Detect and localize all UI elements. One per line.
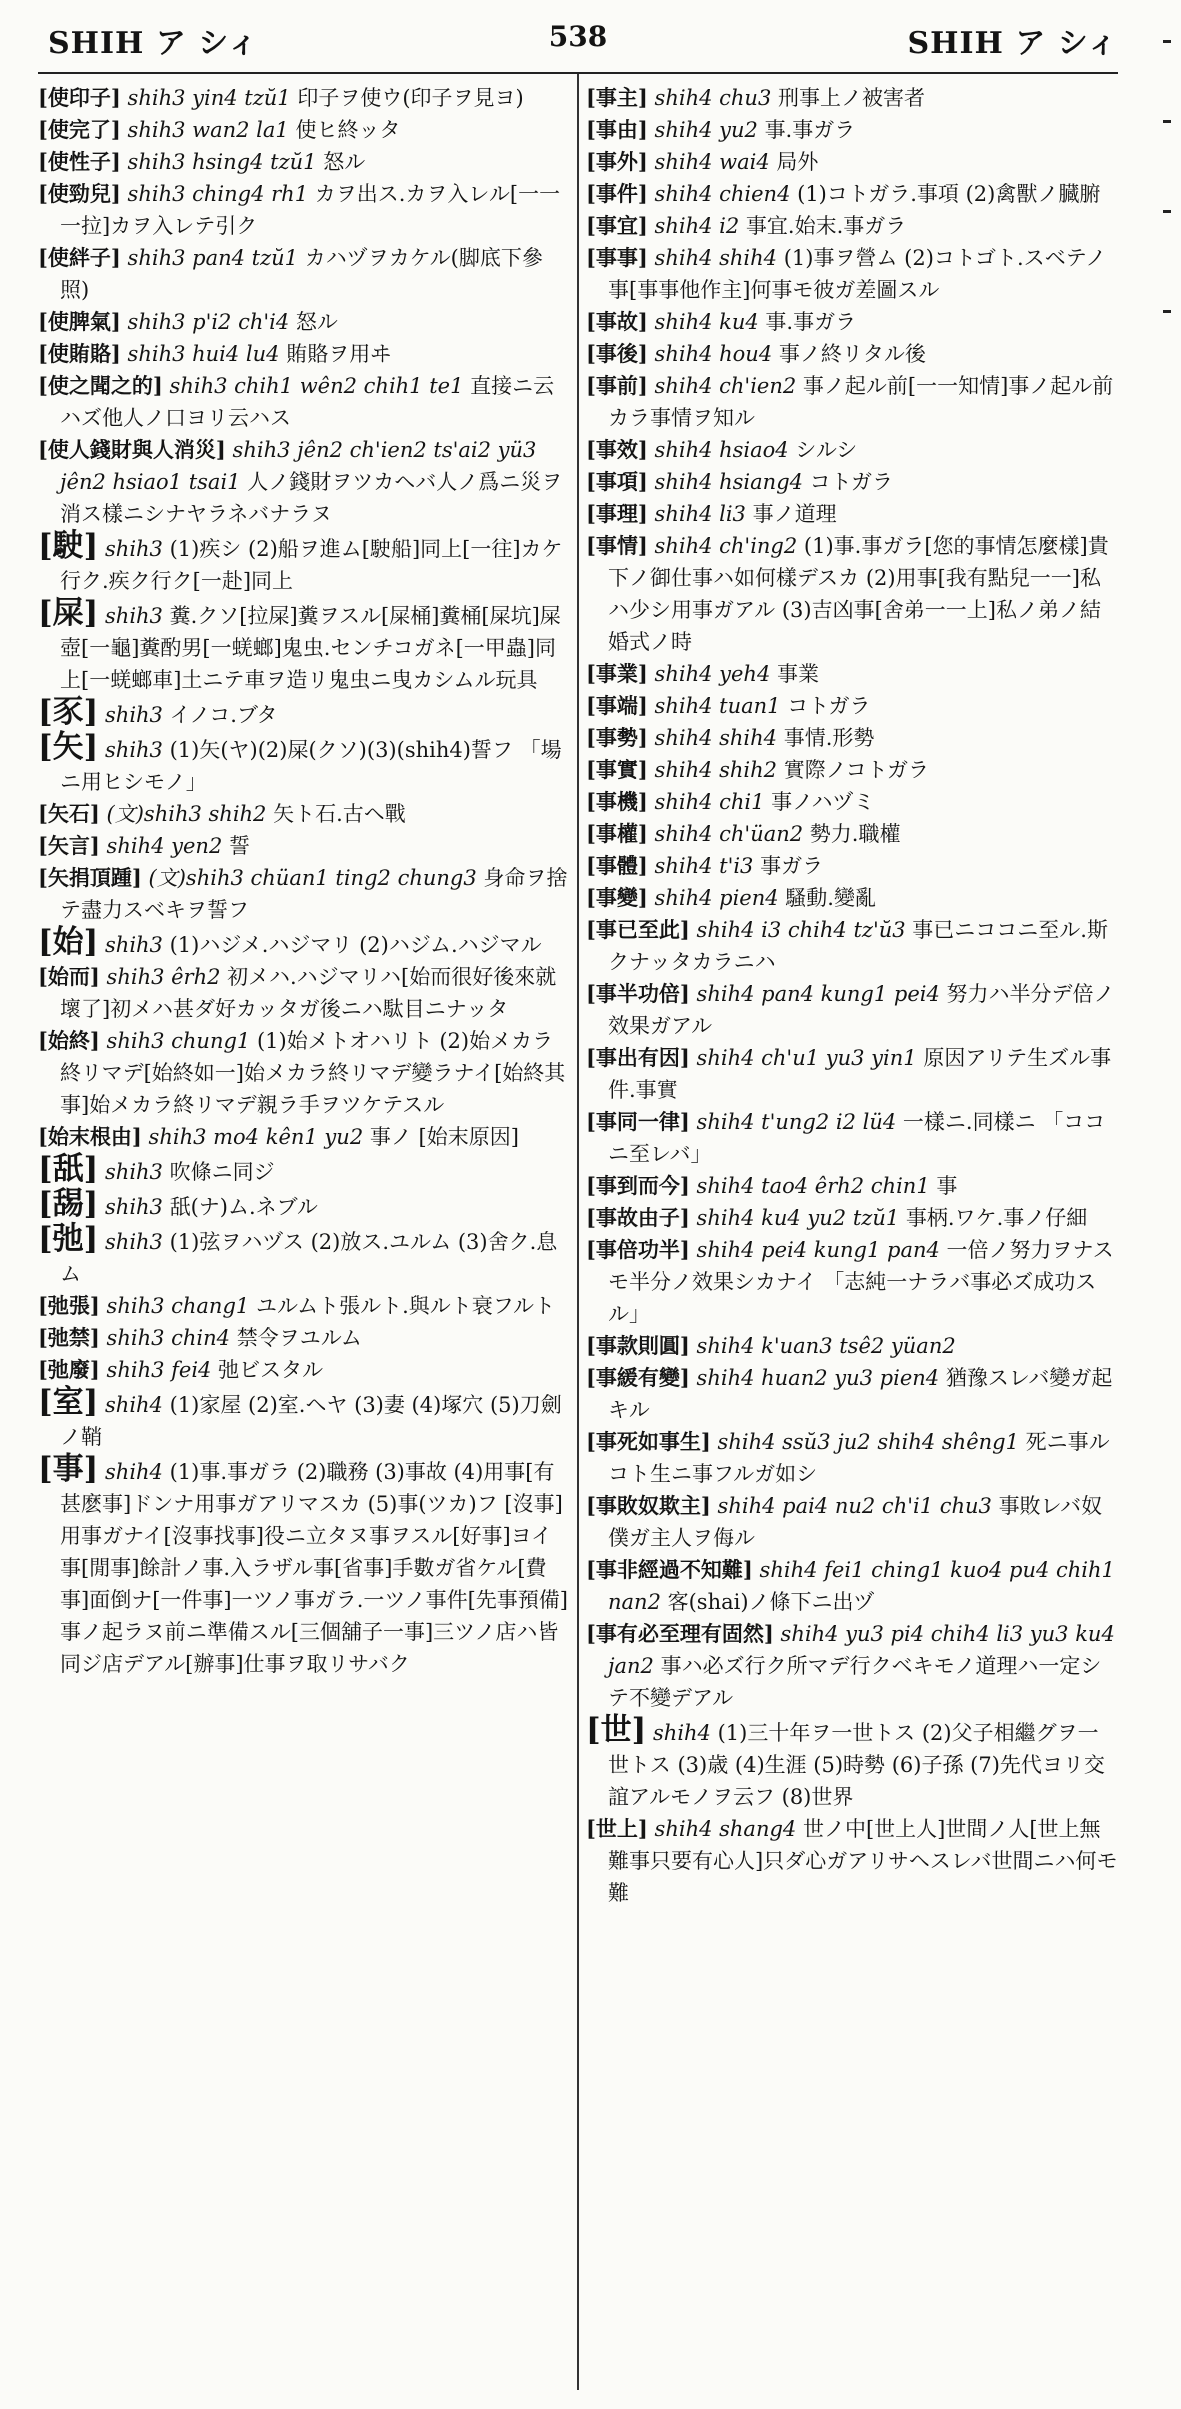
- entry-romanization: shih4 pai4 nu2 ch'i1 chu3: [710, 1494, 999, 1518]
- entry-definition: 矢ト石.古ヘ戰: [273, 802, 406, 826]
- dictionary-entry: [38, 338, 570, 370]
- dictionary-entry: [586, 786, 1118, 818]
- entry-headword: [室]: [38, 1384, 99, 1420]
- entry-definition: (1)ハジメ.ハジマリ (2)ハジム.ハジマル: [169, 933, 542, 957]
- entry-headword: [事件]: [586, 181, 648, 206]
- entry-headword: [弛張]: [38, 1293, 100, 1318]
- entry-headword: [事外]: [586, 149, 648, 174]
- entry-romanization: shih4 yu3 pi4 chih4 li3 yu3 ku4 jan2: [608, 1622, 1115, 1678]
- dictionary-entry: [38, 434, 570, 530]
- dictionary-entry: [38, 798, 570, 830]
- entry-romanization: shih4 i2: [647, 214, 746, 238]
- entry-definition: 事ガラ: [760, 854, 824, 878]
- dictionary-entry: [586, 1042, 1118, 1106]
- entry-definition: 努力ハ半分デ倍ノ效果ガアル: [608, 982, 1115, 1038]
- entry-romanization: shih3: [98, 537, 170, 561]
- entry-definition: 事ノ [始末原因]: [369, 1125, 519, 1149]
- entry-romanization: shih3 chung1: [99, 1029, 257, 1053]
- dictionary-entry: [586, 1234, 1118, 1330]
- entry-definition: 印子ヲ使ウ(印子ヲ見ヨ): [297, 86, 524, 110]
- dictionary-entry: [586, 818, 1118, 850]
- entry-headword: [矢捐頂踵]: [38, 865, 142, 890]
- entry-romanization: shih4 yeh4: [647, 662, 777, 686]
- entry-romanization: shih3: [98, 703, 170, 727]
- dictionary-entry: [586, 1362, 1118, 1426]
- entry-romanization: shih4 ssŭ3 ju2 shih4 shêng1: [710, 1430, 1026, 1454]
- entry-headword: [使勁兒]: [38, 181, 121, 206]
- dictionary-entry: [586, 434, 1118, 466]
- entry-headword: [使完了]: [38, 117, 121, 142]
- dictionary-entry: [586, 914, 1118, 978]
- dictionary-entry: [586, 114, 1118, 146]
- entry-definition: 事柄.ワケ.事ノ仔細: [905, 1206, 1088, 1230]
- running-head-left: SHIH ア シィ: [48, 26, 259, 61]
- entry-headword: [事權]: [586, 821, 648, 846]
- entry-headword: [世]: [586, 1712, 647, 1748]
- entry-definition: 初メハ.ハジマリハ[始而很好後來就壞了]初メハ甚ダ好カッタガ後ニハ駄目ニナッタ: [60, 965, 557, 1021]
- entry-headword: [事後]: [586, 341, 648, 366]
- entry-romanization: shih3 chang1: [99, 1294, 256, 1318]
- dictionary-entry: [38, 114, 570, 146]
- dictionary-entry: [38, 146, 570, 178]
- entry-headword: [使賄賂]: [38, 341, 121, 366]
- dictionary-entry: [586, 978, 1118, 1042]
- entry-headword: [事故]: [586, 309, 648, 334]
- page-header: [38, 10, 1118, 66]
- entry-definition: カヲ出ス.カヲ入レル[一一一拉]カヲ入レテ引ク: [60, 182, 561, 238]
- entry-headword: [事半功倍]: [586, 981, 690, 1006]
- left-column: [38, 74, 570, 2390]
- columns: [38, 72, 1118, 2390]
- entry-definition: 世ノ中[世上人]世間ノ人[世上無難事只要有心人]只ダ心ガアリサヘスレバ世間ニハ何モ難: [608, 1817, 1118, 1905]
- entry-headword: [豕]: [38, 694, 99, 730]
- column-divider: [577, 74, 579, 2390]
- entry-definition: コトガラ: [809, 470, 894, 494]
- entry-romanization: shih4 li3: [647, 502, 753, 526]
- entry-headword: [事理]: [586, 501, 648, 526]
- entry-headword: [事體]: [586, 853, 648, 878]
- entry-definition: 一倍ノ努力ヲナスモ半分ノ效果シカナイ 「志純一ナラバ事必ズ成功スル」: [608, 1238, 1114, 1326]
- edge-mark: [1163, 120, 1171, 123]
- entry-definition: 誓: [228, 834, 250, 858]
- dictionary-entry: [38, 862, 570, 926]
- dictionary-entry: [38, 597, 570, 696]
- entry-romanization: shih3 yin4 tzŭ1: [120, 86, 298, 110]
- entry-romanization: shih4 ch'ien2: [647, 374, 803, 398]
- entry-romanization: shih3 êrh2: [99, 965, 228, 989]
- entry-definition: コトガラ: [787, 694, 871, 718]
- entry-headword: [舐]: [38, 1151, 99, 1187]
- entry-romanization: shih4 shang4: [647, 1817, 803, 1841]
- dictionary-entry: [38, 1290, 570, 1322]
- dictionary-entry: [586, 82, 1118, 114]
- entry-headword: [事故由子]: [586, 1205, 690, 1230]
- entry-romanization: shih4 ch'üan2: [647, 822, 810, 846]
- entry-headword: [事已至此]: [586, 917, 690, 942]
- entry-definition: シルシ: [795, 438, 858, 462]
- entry-definition: 局外: [776, 150, 819, 174]
- entry-definition: 怒ル: [295, 310, 338, 334]
- dictionary-page: [38, 10, 1118, 2390]
- entry-definition: (1)三十年ヲ一世トス (2)父子相繼グヲ一世トス (3)歳 (4)生涯 (5)時勢 (6)子孫 (7)先代ヨリ交誼アルモノヲ云フ (8)世界: [608, 1721, 1105, 1809]
- entry-definition: 事敗レバ奴僕ガ主人ヲ侮ル: [608, 1494, 1103, 1550]
- dictionary-entry: [38, 1453, 570, 1680]
- entry-romanization: shih3: [98, 1160, 170, 1184]
- entry-definition: (1)疾シ (2)船ヲ進ム[駛船]同上[一往]カケ行ク.疾ク行ク[一赴]同上: [60, 537, 563, 593]
- entry-romanization: shih3 mo4 kên1 yu2: [141, 1125, 370, 1149]
- entry-headword: [舓]: [38, 1186, 99, 1222]
- entry-romanization: shih3 ching4 rh1: [120, 182, 315, 206]
- entry-definition: 賄賂ヲ用ヰ: [286, 342, 392, 366]
- entry-romanization: shih4 t'i3: [647, 854, 761, 878]
- dictionary-entry: [38, 830, 570, 862]
- entry-headword: [事倍功半]: [586, 1237, 690, 1262]
- dictionary-entry: [586, 146, 1118, 178]
- dictionary-entry: [38, 731, 570, 798]
- entry-definition: 客(shai)ノ條下ニ出ヅ: [667, 1590, 875, 1614]
- entry-headword: [弛]: [38, 1221, 99, 1257]
- entry-definition: 原因アリテ生ズル事件.事實: [608, 1046, 1112, 1102]
- dictionary-entry: [38, 1354, 570, 1386]
- entry-headword: [始末根由]: [38, 1124, 142, 1149]
- entry-definition: 人ノ錢財ヲツカヘバ人ノ爲ニ災ヲ消ス樣ニシナヤラネバナラヌ: [60, 470, 563, 526]
- entry-headword: [事緩有變]: [586, 1365, 690, 1390]
- entry-definition: 舐(ナ)ム.ネブル: [169, 1195, 318, 1219]
- dictionary-entry: [586, 242, 1118, 306]
- entry-headword: [始終]: [38, 1028, 100, 1053]
- entry-definition: (1)事.事ガラ (2)職務 (3)事故 (4)用事[有甚麽事]ドンナ用事ガアリマスカ (5)事(ツカ)フ [沒事]用事ガナイ[沒事找事]役ニ立タヌ事ヲスル[好事]ヨイ事[閒事]餘計ノ事.入ラザル事[省事]手數ガ省ケル[費事]面倒ナ[一件事]一ツノ事ガラ.一ツノ事件[先事預備]事ノ起ラヌ前ニ準備スル[三個舖子一事]三ツノ店ハ皆同ジ店デアル[辦事]仕事ヲ取リサバク: [60, 1460, 568, 1676]
- entry-romanization: shih4 ku4 yu2 tzŭ1: [689, 1206, 906, 1230]
- dictionary-entry: [38, 82, 570, 114]
- dictionary-entry: [38, 1025, 570, 1121]
- entry-headword: [始而]: [38, 964, 100, 989]
- entry-definition: (1)事.事ガラ[您的事情怎麼樣]貴下ノ御仕事ハ如何樣デスカ (2)用事[我有點兒一一]私ハ少シ用事ガアル (3)吉凶事[舍弟一一上]私ノ弟ノ結婚式ノ時: [608, 534, 1109, 654]
- entry-romanization: shih4 hsiang4: [647, 470, 810, 494]
- entry-romanization: shih4 yu2: [647, 118, 765, 142]
- entry-definition: 怒ル: [323, 150, 366, 174]
- entry-headword: [使人錢財與人消災]: [38, 437, 226, 462]
- dictionary-entry: [586, 178, 1118, 210]
- entry-headword: [使絆子]: [38, 245, 121, 270]
- entry-definition: 事ノ起ル前[一一知情]事ノ起ル前カラ事情ヲ知ル: [608, 374, 1114, 430]
- dictionary-entry: [38, 1188, 570, 1223]
- running-head-right: SHIH ア シィ: [907, 26, 1118, 61]
- dictionary-entry: [586, 1554, 1118, 1618]
- entry-definition: 猶豫スレバ變ガ起キル: [608, 1366, 1113, 1422]
- entry-headword: [事勢]: [586, 725, 648, 750]
- entry-headword: [事效]: [586, 437, 648, 462]
- entry-romanization: shih4 ku4: [647, 310, 766, 334]
- entry-definition: (1)始メトオハリト (2)始メカラ終リマデ[始終如一]始メカラ終リマデ變ラナイ[始終其事]始メカラ終リマデ親ラ手ヲツケテスル: [60, 1029, 566, 1117]
- entry-headword: [矢]: [38, 729, 99, 765]
- entry-headword: [事業]: [586, 661, 648, 686]
- entry-definition: 事.事ガラ: [764, 118, 856, 142]
- entry-definition: 刑事上ノ被害者: [777, 86, 925, 110]
- dictionary-entry: [586, 498, 1118, 530]
- entry-headword: [使脾氣]: [38, 309, 121, 334]
- entry-romanization: shih4 tao4 êrh2 chin1: [689, 1174, 937, 1198]
- dictionary-entry: [586, 722, 1118, 754]
- entry-headword: [事敗奴欺主]: [586, 1493, 711, 1518]
- dictionary-entry: [38, 1386, 570, 1453]
- entry-headword: [事到而今]: [586, 1173, 690, 1198]
- entry-romanization: shih4: [98, 1460, 170, 1484]
- entry-headword: [事款則圓]: [586, 1333, 690, 1358]
- entry-romanization: shih4: [646, 1721, 718, 1745]
- entry-headword: [事]: [38, 1451, 99, 1487]
- entry-headword: [始]: [38, 924, 99, 960]
- entry-definition: 糞.クソ[拉屎]糞ヲスル[屎桶]糞桶[屎坑]屎壺[一龜]糞酌男[一蜣螂]鬼虫.センチコガネ[一甲蟲]同上[一蜣螂車]土ニテ車ヲ造リ鬼虫ニ曳カシムル玩具: [60, 604, 561, 692]
- dictionary-entry: [38, 306, 570, 338]
- entry-definition: 死ニ事ルコト生ニ事フルガ如シ: [608, 1430, 1110, 1486]
- edge-mark: [1163, 210, 1171, 213]
- dictionary-entry: [586, 754, 1118, 786]
- entry-romanization: shih3: [98, 933, 170, 957]
- entry-romanization: shih4 wai4: [647, 150, 777, 174]
- entry-definition: 事ハ必ズ行ク所マデ行クベキモノ道理ハ一定シテ不變デアル: [608, 1654, 1102, 1710]
- dictionary-entry: [586, 466, 1118, 498]
- entry-headword: [事機]: [586, 789, 648, 814]
- entry-romanization: shih3 jên2 ch'ien2 ts'ai2 yü3 jên2 hsiao1 tsai1: [60, 438, 537, 494]
- entry-headword: [事變]: [586, 885, 648, 910]
- entry-headword: [事非經過不知難]: [586, 1557, 753, 1582]
- entry-definition: 事.事ガラ: [765, 310, 857, 334]
- dictionary-entry: [586, 530, 1118, 658]
- entry-romanization: (文)shih3 shih2: [99, 802, 274, 826]
- dictionary-entry: [38, 370, 570, 434]
- entry-romanization: shih4 shih4: [647, 246, 784, 270]
- entry-romanization: shih4 tuan1: [647, 694, 788, 718]
- dictionary-entry: [586, 1426, 1118, 1490]
- entry-definition: 事宜.始末.事ガラ: [745, 214, 907, 238]
- entry-romanization: shih4 shih2: [647, 758, 784, 782]
- dictionary-entry: [586, 1618, 1118, 1714]
- dictionary-entry: [38, 926, 570, 961]
- dictionary-entry: [586, 1490, 1118, 1554]
- entry-definition: (1)コトガラ.事項 (2)禽獸ノ臓腑: [797, 182, 1101, 206]
- dictionary-entry: [586, 1330, 1118, 1362]
- dictionary-entry: [38, 961, 570, 1025]
- dictionary-entry: [586, 338, 1118, 370]
- entry-headword: [屎]: [38, 595, 99, 631]
- dictionary-entry: [586, 850, 1118, 882]
- dictionary-entry: [38, 178, 570, 242]
- entry-romanization: shih4 t'ung2 i2 lü4: [689, 1110, 903, 1134]
- entry-romanization: shih4 k'uan3 tsê2 yüan2: [689, 1334, 956, 1358]
- entry-romanization: shih4 chu3: [647, 86, 778, 110]
- entry-romanization: shih3: [98, 604, 170, 628]
- entry-definition: 事: [936, 1174, 958, 1198]
- entry-headword: [使印子]: [38, 85, 121, 110]
- entry-definition: 弛ビスタル: [218, 1358, 324, 1382]
- dictionary-entry: [586, 1714, 1118, 1813]
- entry-headword: [事同一律]: [586, 1109, 690, 1134]
- entry-headword: [事項]: [586, 469, 648, 494]
- entry-definition: (1)事ヲ營ム (2)コトゴト.スベテノ事[事事他作主]何事モ彼ガ差圖スル: [608, 246, 1107, 302]
- entry-romanization: shih4 i3 chih4 tz'ŭ3: [689, 918, 913, 942]
- entry-romanization: shih3 hsing4 tzŭ1: [120, 150, 324, 174]
- entry-definition: 直接ニ云ハズ他人ノ口ヨリ云ハス: [60, 374, 555, 430]
- entry-headword: [事事]: [586, 245, 648, 270]
- dictionary-entry: [586, 210, 1118, 242]
- entry-headword: [事由]: [586, 117, 648, 142]
- entry-romanization: shih4 pan4 kung1 pei4: [689, 982, 947, 1006]
- dictionary-entry: [586, 1106, 1118, 1170]
- entry-headword: [事死如事生]: [586, 1429, 711, 1454]
- entry-romanization: (文)shih3 chüan1 ting2 chung3: [141, 866, 484, 890]
- entry-headword: [事端]: [586, 693, 648, 718]
- entry-romanization: shih3: [98, 1195, 170, 1219]
- entry-definition: (1)弦ヲハヅス (2)放ス.ユルム (3)舍ク.息ム: [60, 1230, 558, 1286]
- entry-definition: 事ノ終リタル後: [778, 342, 926, 366]
- entry-romanization: shih4 yen2: [99, 834, 229, 858]
- entry-definition: 使ヒ終ッタ: [295, 118, 401, 142]
- entry-romanization: shih3 chih1 wên2 chih1 te1: [162, 374, 471, 398]
- entry-romanization: shih4 huan2 yu3 pien4: [689, 1366, 946, 1390]
- entry-headword: [世上]: [586, 1816, 648, 1841]
- right-column: [586, 74, 1118, 2390]
- dictionary-entry: [586, 1202, 1118, 1234]
- entry-definition: 勢力.職權: [809, 822, 901, 846]
- entry-definition: (1)家屋 (2)室.ヘヤ (3)妻 (4)塚穴 (5)刀劍ノ鞘: [60, 1393, 562, 1449]
- dictionary-entry: [38, 696, 570, 731]
- entry-definition: 身命ヲ捨テ盡力スベキヲ誓フ: [60, 866, 568, 922]
- entry-headword: [矢石]: [38, 801, 100, 826]
- entry-definition: (1)矢(ヤ)(2)屎(クソ)(3)(shih4)誓フ 「場ニ用ヒシモノ」: [60, 738, 562, 794]
- entry-headword: [事實]: [586, 757, 648, 782]
- edge-mark: [1163, 310, 1171, 313]
- entry-romanization: shih3 fei4: [99, 1358, 219, 1382]
- dictionary-entry: [586, 658, 1118, 690]
- entry-definition: 事ノ道理: [752, 502, 837, 526]
- dictionary-entry: [586, 1170, 1118, 1202]
- entry-headword: [矢言]: [38, 833, 100, 858]
- entry-romanization: shih4 chi1: [647, 790, 772, 814]
- dictionary-entry: [38, 530, 570, 597]
- entry-definition: 事ノハヅミ: [771, 790, 875, 814]
- entry-definition: 事情.形勢: [783, 726, 875, 750]
- entry-definition: 一樣ニ.同樣ニ 「ココニ至レバ」: [608, 1110, 1106, 1166]
- dictionary-entry: [38, 1153, 570, 1188]
- entry-headword: [事情]: [586, 533, 648, 558]
- dictionary-entry: [38, 1121, 570, 1153]
- entry-headword: [弛禁]: [38, 1325, 100, 1350]
- entry-headword: [駛]: [38, 528, 99, 564]
- entry-headword: [事前]: [586, 373, 648, 398]
- page-number: 538: [548, 20, 608, 53]
- dictionary-entry: [38, 1322, 570, 1354]
- entry-definition: 事業: [776, 662, 819, 686]
- entry-romanization: shih3 pan4 tzŭ1: [120, 246, 305, 270]
- entry-romanization: shih3 chin4: [99, 1326, 237, 1350]
- edge-mark: [1163, 40, 1171, 43]
- dictionary-entry: [586, 306, 1118, 338]
- entry-romanization: shih3: [98, 1230, 170, 1254]
- entry-definition: イノコ.ブタ: [169, 703, 278, 727]
- entry-definition: 禁令ヲユルム: [236, 1326, 362, 1350]
- entry-headword: [事宜]: [586, 213, 648, 238]
- dictionary-entry: [586, 882, 1118, 914]
- entry-romanization: shih4 hou4: [647, 342, 779, 366]
- entry-romanization: shih4 pien4: [647, 886, 786, 910]
- entry-romanization: shih4 fei1 ching1 kuo4 pu4 chih1 nan2: [608, 1558, 1115, 1614]
- entry-definition: 騷動.變亂: [785, 886, 876, 910]
- entry-romanization: shih4 pei4 kung1 pan4: [689, 1238, 947, 1262]
- entry-romanization: shih3: [98, 738, 170, 762]
- entry-headword: [事有必至理有固然]: [586, 1621, 774, 1646]
- entry-headword: [事出有因]: [586, 1045, 690, 1070]
- entry-headword: [使性子]: [38, 149, 121, 174]
- entry-romanization: shih4 ch'u1 yu3 yin1: [689, 1046, 924, 1070]
- entry-headword: [事主]: [586, 85, 648, 110]
- entry-romanization: shih4 ch'ing2: [647, 534, 804, 558]
- entry-romanization: shih4: [98, 1393, 170, 1417]
- entry-romanization: shih3 hui4 lu4: [120, 342, 287, 366]
- dictionary-entry: [586, 370, 1118, 434]
- entry-romanization: shih4 hsiao4: [647, 438, 796, 462]
- entry-definition: 吹條ニ同ジ: [169, 1160, 275, 1184]
- dictionary-entry: [38, 242, 570, 306]
- entry-romanization: shih4 chien4: [647, 182, 798, 206]
- entry-headword: [弛廢]: [38, 1357, 100, 1382]
- entry-romanization: shih3 p'i2 ch'i4: [120, 310, 296, 334]
- entry-definition: 實際ノコトガラ: [783, 758, 930, 782]
- entry-definition: 事已ニココニ至ル.斯クナッタカラニハ: [608, 918, 1108, 974]
- entry-definition: カハヅヲカケル(脚底下參照): [60, 246, 543, 302]
- dictionary-entry: [586, 1813, 1118, 1909]
- dictionary-entry: [586, 690, 1118, 722]
- entry-definition: ユルムト張ルト.與ルト衰フルト: [255, 1294, 555, 1318]
- entry-romanization: shih3 wan2 la1: [120, 118, 296, 142]
- dictionary-entry: [38, 1223, 570, 1290]
- entry-headword: [使之聞之的]: [38, 373, 163, 398]
- entry-romanization: shih4 shih4: [647, 726, 784, 750]
